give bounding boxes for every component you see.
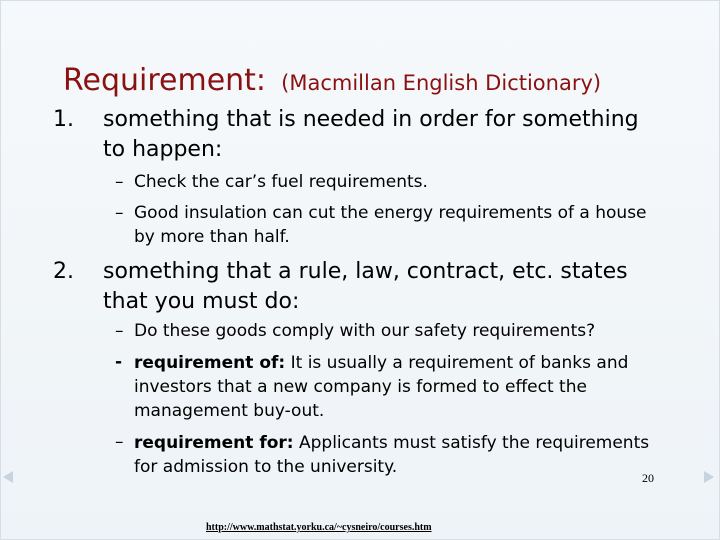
slide-number: 20 — [642, 471, 654, 485]
sense-number: 1. — [53, 107, 74, 132]
next-slide-icon[interactable] — [704, 471, 714, 483]
title-source: (Macmillan English Dictionary) — [281, 71, 602, 95]
example-sentence: Good insulation can cut the energy requirements of a house by more than half. — [134, 203, 647, 247]
example-sentence: Check the car’s fuel requirements. — [134, 172, 428, 192]
example-text — [134, 201, 654, 249]
example-bullet: – — [115, 321, 124, 341]
example-text — [134, 351, 654, 423]
example-lead: requirement for: — [134, 433, 294, 453]
example-sentence: It is usually a requirement of banks and investors that a new company is formed to effect the management buy-out. — [134, 353, 629, 421]
example-sentence: Applicants must satisfy the requirements for admission to the university. — [134, 433, 650, 477]
example-bullet: - — [115, 352, 123, 372]
previous-slide-icon[interactable] — [3, 471, 13, 483]
sense-definition: something that a rule, law, contract, etc. states that you must do: — [103, 259, 628, 314]
example-bullet: – — [115, 432, 124, 452]
title-word: Requirement: — [63, 63, 267, 98]
footer-link[interactable]: http://www.mathstat.yorku.ca/~cysneiro/courses.htm — [206, 522, 432, 533]
example-bullet: – — [115, 203, 124, 223]
example-lead: requirement of: — [134, 353, 286, 373]
slide-title — [63, 63, 601, 98]
sense-number: 2. — [53, 259, 74, 284]
example-bullet: – — [115, 172, 124, 192]
example-text — [134, 170, 654, 194]
example-sentence: Do these goods comply with our safety requirements? — [134, 321, 596, 341]
example-text — [134, 431, 654, 479]
example-text — [134, 319, 664, 343]
sense-definition: something that is needed in order for something to happen: — [103, 107, 639, 162]
